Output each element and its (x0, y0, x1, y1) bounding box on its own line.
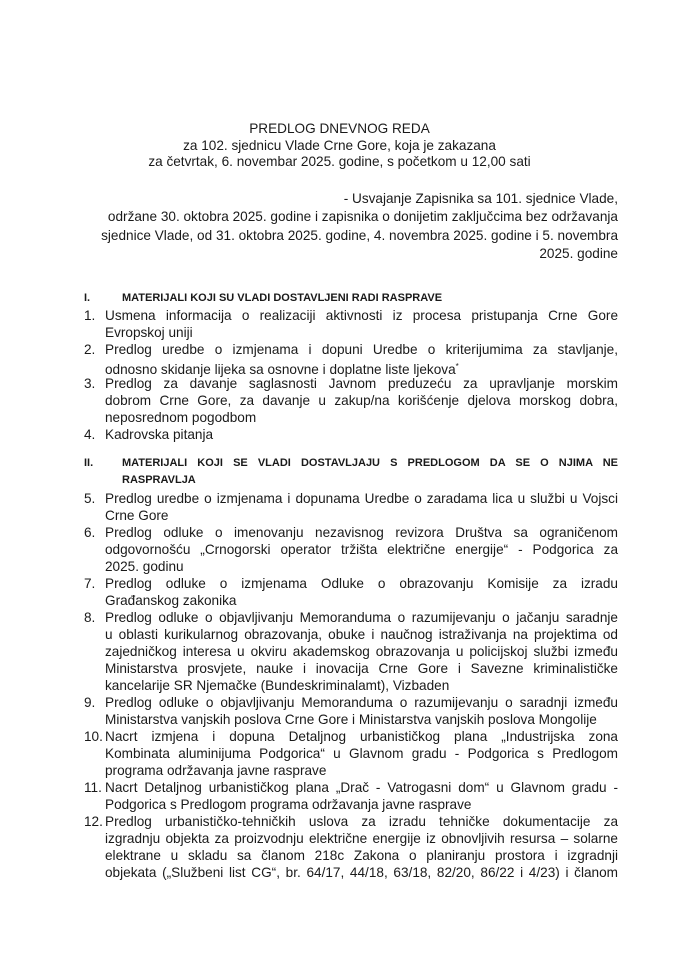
item-line: Predlog za davanje saglasnosti Javnom preduzeću za upravljanje morskim (105, 376, 618, 391)
agenda-item-12 (84, 813, 618, 881)
item-line: Predlog urbanističko-tehničkih uslova za izradu tehničke dokumentacije za (105, 814, 618, 829)
item-line: Usmena informacija o realizaciji aktivnosti iz procesa pristupanja Crne Gore (105, 308, 618, 323)
item-number: 10. (84, 729, 103, 744)
item-number: 5. (84, 491, 96, 506)
item-line: Predlog uredbe o izmjenama i dopuni Uredbe o kriterijumima za stavljanje, (105, 342, 618, 357)
agenda-item-6 (84, 524, 618, 575)
document-header (0, 121, 679, 171)
item-line: Kadrovska pitanja (105, 427, 214, 442)
item-line: Nacrt Detaljnog urbanističkog plana „Drač - Vatrogasni dom“ u Glavnom gradu - (105, 780, 618, 795)
item-line: Predlog odluke o objavljivanju Memoranduma o razumijevanju o jačanju saradnje (105, 610, 618, 625)
intro-line: - Usvajanje Zapisnika sa 101. sjednice Vlade, (343, 191, 618, 206)
intro-line: sjednice Vlade, od 31. oktobra 2025. godine, 4. novembra 2025. godine i 5. novembra (101, 227, 618, 243)
item-number: 3. (84, 376, 96, 391)
item-line: odgovornošću „Crnogorski operator tržišta električne energije“ - Podgorica za (105, 542, 618, 557)
agenda-item-9 (84, 694, 618, 728)
section-numeral: I. (84, 292, 91, 304)
section-heading-ii (84, 455, 618, 489)
section-heading-i (84, 290, 618, 307)
agenda-item-4 (84, 426, 618, 443)
agenda-item-11 (84, 779, 618, 813)
item-line: Nacrt izmjena i dopuna Detaljnog urbanističkog plana „Industrijska zona (105, 729, 618, 744)
agenda-item-5 (84, 490, 618, 524)
item-line: 2025. godinu (105, 559, 184, 574)
item-number: 8. (84, 610, 96, 625)
item-line: Građanskog zakonika (105, 593, 237, 608)
item-line: odnosno skidanje lijeka sa osnovne i doplatne liste ljekova (105, 362, 456, 377)
item-number: 9. (84, 695, 96, 710)
document-title: PREDLOG DNEVNOG REDA (249, 121, 430, 136)
agenda-item-1 (84, 307, 618, 341)
item-line: Predlog odluke o objavljivanju Memoranduma o razumijevanju o saradnji između (105, 695, 618, 710)
item-number: 7. (84, 576, 96, 591)
item-line: Predlog odluke o imenovanju nezavisnog revizora Društva sa ograničenom (105, 525, 618, 540)
item-number: 6. (84, 525, 96, 540)
item-line: Predlog uredbe o izmjenama i dopunama Uredbe o zaradama lica u službi u Vojsci (105, 491, 618, 506)
agenda-item-7 (84, 575, 618, 609)
document-subtitle-session: za 102. sjednicu Vlade Crne Gore, koja je zakazana (183, 137, 496, 153)
section-title-line: RASPRAVLJA (122, 474, 196, 486)
item-line: objekata („Službeni list CG“, br. 64/17, 44/18, 63/18, 82/20, 86/22 i 4/23) i članom (105, 865, 618, 880)
item-number: 2. (84, 342, 96, 357)
agenda-item-8 (84, 609, 618, 694)
footnote-mark: * (455, 362, 459, 371)
item-line: Crne Gore (105, 508, 169, 523)
item-line: u oblasti kurikularnog obrazovanja, obuke i naučnog istraživanja na projektima od (105, 627, 618, 642)
item-line: Podgorica s Predlogom programa održavanja javne rasprave (105, 797, 472, 812)
minutes-adoption-paragraph (82, 190, 618, 263)
item-line: Ministarstva prosvjete, nauke i inovacija Crne Gore i Savezne kriminalističke (105, 661, 618, 676)
intro-line: 2025. godine (539, 245, 618, 261)
item-line: elektrane u skladu sa članom 218c Zakona o planiranju prostora i izgradnji (105, 848, 618, 863)
section-title: MATERIJALI KOJI SU VLADI DOSTAVLJENI RADI RASPRAVE (122, 292, 443, 304)
intro-line: održane 30. oktobra 2025. godine i zapisnika o donijetim zaključcima bez održavanja (107, 209, 618, 225)
item-line: programa održavanja javne rasprave (105, 763, 327, 778)
item-number: 4. (84, 427, 96, 442)
agenda-item-3 (84, 375, 618, 426)
item-line: dobrom Crne Gore, za davanje u zakup/na korišćenje djelova morskog dobra, (105, 393, 618, 408)
item-line: Predlog odluke o izmjenama Odluke o obrazovanju Komisije za izradu (105, 576, 618, 591)
item-line: Kombinata aluminijuma Podgorica“ u Glavnom gradu - Podgorica s Predlogom (105, 746, 618, 761)
agenda-item-10 (84, 728, 618, 779)
item-line: neposrednom pogodbom (105, 410, 257, 425)
item-line: zajedničkog interesa u okviru akademskog obrazovanja u policijskoj službi između (105, 644, 618, 659)
section-numeral: II. (84, 457, 94, 469)
agenda-item-2 (84, 341, 618, 378)
item-line: kancelarije SR Njemačke (Bundeskriminalamt), Vizbaden (105, 678, 450, 693)
item-number: 11. (84, 780, 102, 795)
item-line: izgradnju objekta za proizvodnju električne energije iz obnovljivih resursa – solarne (105, 831, 618, 846)
item-number: 1. (84, 308, 96, 323)
section-title-line: MATERIJALI KOJI SE VLADI DOSTAVLJAJU S PREDLOGOM DA SE O NJIMA NE (122, 457, 618, 469)
item-line: Ministarstva vanjskih poslova Crne Gore i Ministarstva vanjskih poslova Mongolije (105, 712, 597, 727)
document-subtitle-date: za četvrtak, 6. novembar 2025. godine, s početkom u 12,00 sati (148, 154, 531, 169)
item-line: Evropskoj uniji (105, 325, 193, 340)
item-number: 12. (84, 814, 103, 829)
